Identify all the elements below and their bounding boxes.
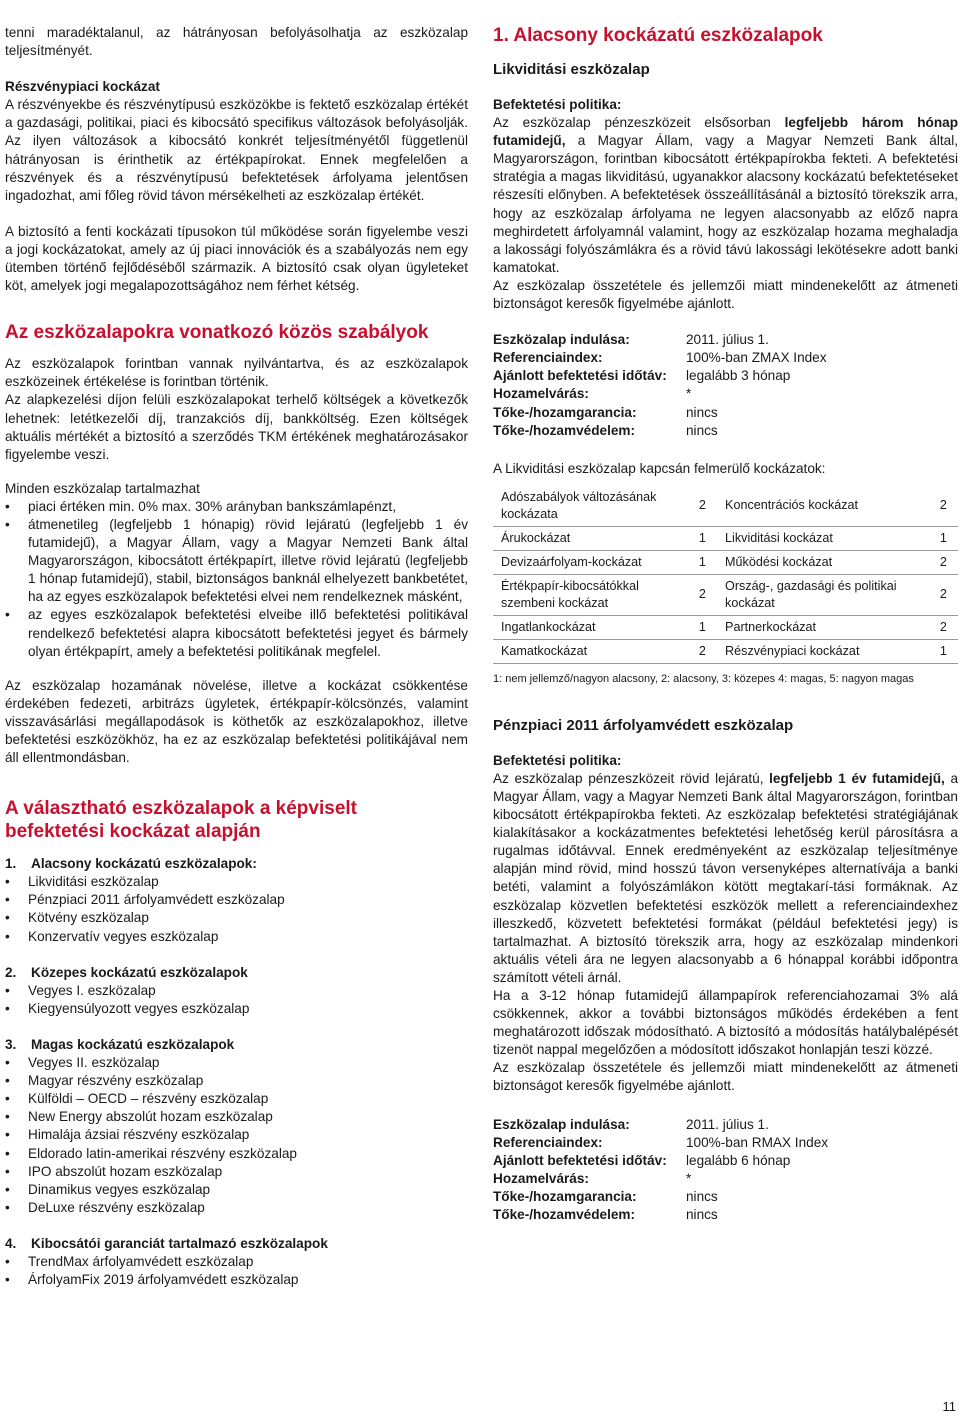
- equity-risk-heading: Részvénypiaci kockázat: [5, 79, 160, 95]
- intro-continuation: tenni maradéktalanul, az hátrányosan befolyásolhatja az eszközalap teljesítményét.: [5, 25, 468, 59]
- info-value: legalább 3 hónap: [686, 368, 791, 384]
- holdings-list: [5, 498, 468, 661]
- mm-policy-paragraph: [493, 770, 958, 987]
- policy-text: Az eszközalap pénzeszközeit rövid lejáratú,: [493, 770, 770, 786]
- page-number: 11: [942, 1398, 956, 1414]
- info-value: 100%-ban RMAX Index: [686, 1134, 829, 1150]
- table-row: [493, 486, 958, 527]
- info-value: *: [686, 386, 692, 402]
- policy-text: a Magyar Állam, vagy a Magyar Nemzeti Bank által, Magyarországon, forintban kibocsátott értékpapírokba fekteti. A befektetési stratégia a magas likviditású, ugyanakkor alacsony kockázatú befektetéseket részesíti előnyben. A befektetések összeállításánál a biztosító törekszik arra, hogy az eszközalap árfolyama ne legyen alacsonyabb az előző napra meghirdetett árfolyamnál valamint, hogy az eszközalap hozama meghaladja a lakossági folyószámlákra és a rövid távú lakossági lekötésekre adott banki kamatokat.: [493, 133, 958, 275]
- list-item: • Konzervatív vegyes eszközalap: [5, 928, 468, 946]
- info-key: Tőke-/hozamvédelem:: [493, 1207, 636, 1223]
- holdings-intro: Minden eszközalap tartalmazhat: [5, 480, 200, 496]
- risk-value: 2: [929, 574, 958, 615]
- list-item: • Pénzpiaci 2011 árfolyamvédett eszközalap: [5, 891, 468, 909]
- list-item: • New Energy abszolút hozam eszközalap: [5, 1108, 468, 1126]
- policy-label: Befektetési politika:: [493, 97, 622, 112]
- liquidity-policy-p2: Az eszközalap összetétele és jellemzői miatt mindenekelőtt az átmeneti biztonságot keresők figyelmébe ajánlott.: [493, 277, 958, 312]
- risk-value: 2: [688, 639, 717, 663]
- list-item: • Magyar részvény eszközalap: [5, 1072, 468, 1090]
- group-number: 4.: [5, 1235, 17, 1251]
- risk-name: Árukockázat: [493, 526, 688, 550]
- info-value: nincs: [686, 422, 718, 438]
- risk-name: Partnerkockázat: [717, 615, 929, 639]
- risk-value: 2: [929, 550, 958, 574]
- info-value: 2011. július 1.: [686, 1116, 769, 1132]
- liquidity-policy-paragraph: [493, 114, 958, 277]
- risk-name: Ország-, gazdasági és politikai kockázat: [717, 574, 929, 615]
- risk-value: 2: [688, 574, 717, 615]
- selectable-title-line2: befektetési kockázat alapján: [5, 821, 261, 843]
- mm-policy-p2: Ha a 3-12 hónap futamidejű állampapírok referenciahozamai 3% alá csökkennek, akkor a további biztonságos működés érdekében a fent meghatározott időszak módosítható. A biztosító a módosítás hatálybalépését tizenöt nappal megelőzően a módosított időszakot honlapján teszi közzé.: [493, 988, 958, 1058]
- risk-name: Működési kockázat: [717, 550, 929, 574]
- risk-name: Likviditási kockázat: [717, 526, 929, 550]
- policy-label: Befektetési politika:: [493, 752, 622, 768]
- info-key: Ajánlott befektetési időtáv:: [493, 368, 667, 384]
- list-item: • az egyes eszközalapok befektetési elveibe illő befektetési politikával rendelkező befektetési alapra kibocsátott befektetési jegyet és bármely olyan értékpapírt, amely a befektetési politikának megfelel.: [5, 606, 468, 660]
- policy-highlight: legfeljebb három hónap futamidejű,: [493, 115, 958, 149]
- common-rules-p1: Az eszközalapok forintban vannak nyilvántartva, és az eszközalapok eszközeinek értékelése is forintban történik.: [5, 356, 468, 390]
- list-item: • ÁrfolyamFix 2019 árfolyamvédett eszközalap: [5, 1271, 468, 1289]
- info-key: Referenciaindex:: [493, 1134, 603, 1150]
- risk-value: 1: [929, 639, 958, 663]
- info-value: 2011. július 1.: [686, 332, 769, 348]
- policy-text: a Magyar Állam, vagy a Magyar Nemzeti Bank által Magyarországon, forintban kibocsátott értékpapírokba fekteti. Az eszközalap befektetési stratégiájának kialakításakor a kockázatmentes befektetési lehetőség kerül párosításra a rugalmas időtávval. Ennek eredményeként az eszközalap teljesítménye alapján mind rövid, mind hosszú távon versenyképes alternatívája a banki betéti, valamint a folyószámlákon kötött megtakarí-tási formáknak. Az eszközalap közvetlen befektetési eszközök mellett a referenciaindexhez illeszkedő, közvetett befektetési formákat (például befektetési jegy) is tartalmazhat. A biztosító törekszik arra, hogy az eszközalap mindenkori aktuális vételi ára ne legyen alacsonyabb a 6 hónappal korábbi időpontra számított vételi árnál.: [493, 770, 959, 985]
- money-market-fund-title: Pénzpiaci 2011 árfolyamvédett eszközalap: [493, 716, 794, 734]
- list-item: • Dinamikus vegyes eszközalap: [5, 1181, 468, 1199]
- list-item: • Kötvény eszközalap: [5, 909, 468, 927]
- list-item: • Vegyes I. eszközalap: [5, 982, 468, 1000]
- table-row: [493, 615, 958, 639]
- table-row: [493, 639, 958, 663]
- risk-name: Kamatkockázat: [493, 639, 688, 663]
- risk-name: Adószabályok változásának kockázata: [493, 486, 688, 527]
- risk-value: 1: [688, 550, 717, 574]
- risk-name: Részvénypiaci kockázat: [717, 639, 929, 663]
- list-item: • IPO abszolút hozam eszközalap: [5, 1163, 468, 1181]
- table-row: [493, 550, 958, 574]
- info-key: Hozamelvárás:: [493, 386, 589, 402]
- list-item: • Himalája ázsiai részvény eszközalap: [5, 1126, 468, 1144]
- liquidity-fund-title: Likviditási eszközalap: [493, 61, 650, 78]
- risk-name: Ingatlankockázat: [493, 615, 688, 639]
- risk-scale-note: 1: nem jellemző/nagyon alacsony, 2: alacsony, 3: közepes 4: magas, 5: nagyon magas: [493, 672, 914, 685]
- info-key: Tőke-/hozamgarancia:: [493, 404, 637, 420]
- list-item: • átmenetileg (legfeljebb 1 hónapig) rövid lejáratú (legfeljebb 1 év futamidejű), a Magyar Állam, vagy a Magyar Nemzeti Bank által Magyarországon, kibocsátott értékpapírt, illetve rövid lejáratú (legfeljebb 1 hónap futamidejű), stabil, biztonságos banknál elhelyezett bankbetétet, ha az egyes eszközalapok befektetési elvei nem rendelkeznek másként,: [5, 516, 468, 606]
- group-number: 3.: [5, 1036, 17, 1052]
- list-item: • piaci értéken min. 0% max. 30% arányban bankszámlapénzt,: [5, 498, 468, 516]
- info-value: legalább 6 hónap: [686, 1152, 791, 1168]
- info-value: *: [686, 1170, 692, 1186]
- left-column: [5, 24, 468, 1289]
- common-rules-p2: Az alapkezelési díjon felüli eszközalapokat terhelő költségek a következők lehetnek: letétkezelői díj, tranzakciós díj, bankköltség. Ezen költségek aktuális mértékét a biztosító a szerződés TKM értékének meghatározásakor figyelembe veszi.: [5, 392, 468, 462]
- group-number: 1.: [5, 856, 17, 872]
- selectable-title-line1: A választható eszközalapok a képviselt: [5, 798, 358, 820]
- info-value: nincs: [686, 404, 718, 420]
- selectable-funds-title: [5, 797, 468, 843]
- info-value: 100%-ban ZMAX Index: [686, 350, 827, 366]
- list-item: • Vegyes II. eszközalap: [5, 1054, 468, 1072]
- mm-policy-p3: Az eszközalap összetétele és jellemzői miatt mindenekelőtt az átmeneti biztonságot keresők figyelmébe ajánlott.: [493, 1060, 958, 1094]
- risk-value: 1: [688, 615, 717, 639]
- risk-table-title: A Likviditási eszközalap kapcsán felmerülő kockázatok:: [493, 460, 826, 476]
- risk-value: 2: [929, 615, 958, 639]
- increase-paragraph: Az eszközalap hozamának növelése, illetve a kockázat csökkentése érdekében fedezeti, arbitrázs ügyletek, értékpapír-kölcsönzés, valamint visszavásárlási megállapodások is köthetők az eszközalapokhoz, illetve befektetési eszközökhöz, ha ez az eszközalap befektetési politikájával nem áll ellentmondásban.: [5, 677, 468, 766]
- group-title: Alacsony kockázatú eszközalapok:: [31, 856, 257, 872]
- group-number: 2.: [5, 964, 17, 980]
- policy-highlight: legfeljebb 1 év futamidejű,: [769, 770, 945, 786]
- risk-value: 2: [929, 486, 958, 527]
- risk-value: 2: [688, 486, 717, 527]
- info-key: Hozamelvárás:: [493, 1170, 589, 1186]
- info-value: nincs: [686, 1188, 718, 1204]
- group-1: [5, 855, 468, 945]
- group-title: Közepes kockázatú eszközalapok: [31, 964, 248, 980]
- risk-name: Értékpapír-kibocsátókkal szembeni kockázat: [493, 574, 688, 615]
- list-item: • Külföldi – OECD – részvény eszközalap: [5, 1090, 468, 1108]
- risk-table: [493, 486, 958, 664]
- info-key: Tőke-/hozamvédelem:: [493, 422, 636, 438]
- list-item: • TrendMax árfolyamvédett eszközalap: [5, 1253, 468, 1271]
- info-key: Referenciaindex:: [493, 350, 603, 366]
- group-3: [5, 1036, 468, 1217]
- info-key: Ajánlott befektetési időtáv:: [493, 1152, 667, 1168]
- common-rules-title: Az eszközalapokra vonatkozó közös szabályok: [5, 322, 429, 344]
- group-title: Kibocsátói garanciát tartalmazó eszközalapok: [31, 1235, 328, 1251]
- table-row: [493, 526, 958, 550]
- list-item: • Kiegyensúlyozott vegyes eszközalap: [5, 1000, 468, 1018]
- money-market-info: [493, 1116, 958, 1225]
- table-row: [493, 574, 958, 615]
- info-key: Eszközalap indulása:: [493, 1116, 630, 1132]
- section-title: 1. Alacsony kockázatú eszközalapok: [493, 25, 823, 46]
- liquidity-info: [493, 331, 958, 440]
- policy-text: Az eszközalap pénzeszközeit elsősorban: [493, 115, 785, 131]
- info-key: Eszközalap indulása:: [493, 332, 630, 348]
- right-column: [493, 24, 958, 1224]
- info-key: Tőke-/hozamgarancia:: [493, 1188, 637, 1204]
- legal-risk-paragraph: A biztosító a fenti kockázati típusokon túl működése során figyelembe veszi a jogi kockázatokat, amely az új piaci innovációk és a szabályozás nem egy ütemben történő fejlődéséből származik. A biztosító csak olyan ügyleteket köt, amelyek jogi megalapozottságához nem férhet kétség.: [5, 223, 468, 294]
- list-item: • Eldorado latin-amerikai részvény eszközalap: [5, 1145, 468, 1163]
- list-item: • DeLuxe részvény eszközalap: [5, 1199, 468, 1217]
- group-title: Magas kockázatú eszközalapok: [31, 1036, 235, 1052]
- risk-name: Koncentrációs kockázat: [717, 486, 929, 527]
- info-value: nincs: [686, 1207, 718, 1223]
- equity-risk-paragraph: A részvényekbe és részvénytípusú eszközökbe is fektető eszközalap értékét a gazdasági, politikai, piaci és kibocsátó specifikus változások befolyásolják. Az ilyen változások a kibocsátó konkrét teljesítményétől függetlenül hátrányosan is érinthetik az értékpapírokat. Ennek megfelelően a részvények és a részvénytípusú befektetések árfolyama jelentősen ingadozhat, ami főleg rövid távon mérsékelheti az eszközalap értékét.: [5, 97, 468, 203]
- risk-value: 1: [929, 526, 958, 550]
- risk-value: 1: [688, 526, 717, 550]
- group-4: [5, 1235, 468, 1289]
- group-2: [5, 964, 468, 1018]
- list-item: • Likviditási eszközalap: [5, 873, 468, 891]
- risk-name: Devizaárfolyam-kockázat: [493, 550, 688, 574]
